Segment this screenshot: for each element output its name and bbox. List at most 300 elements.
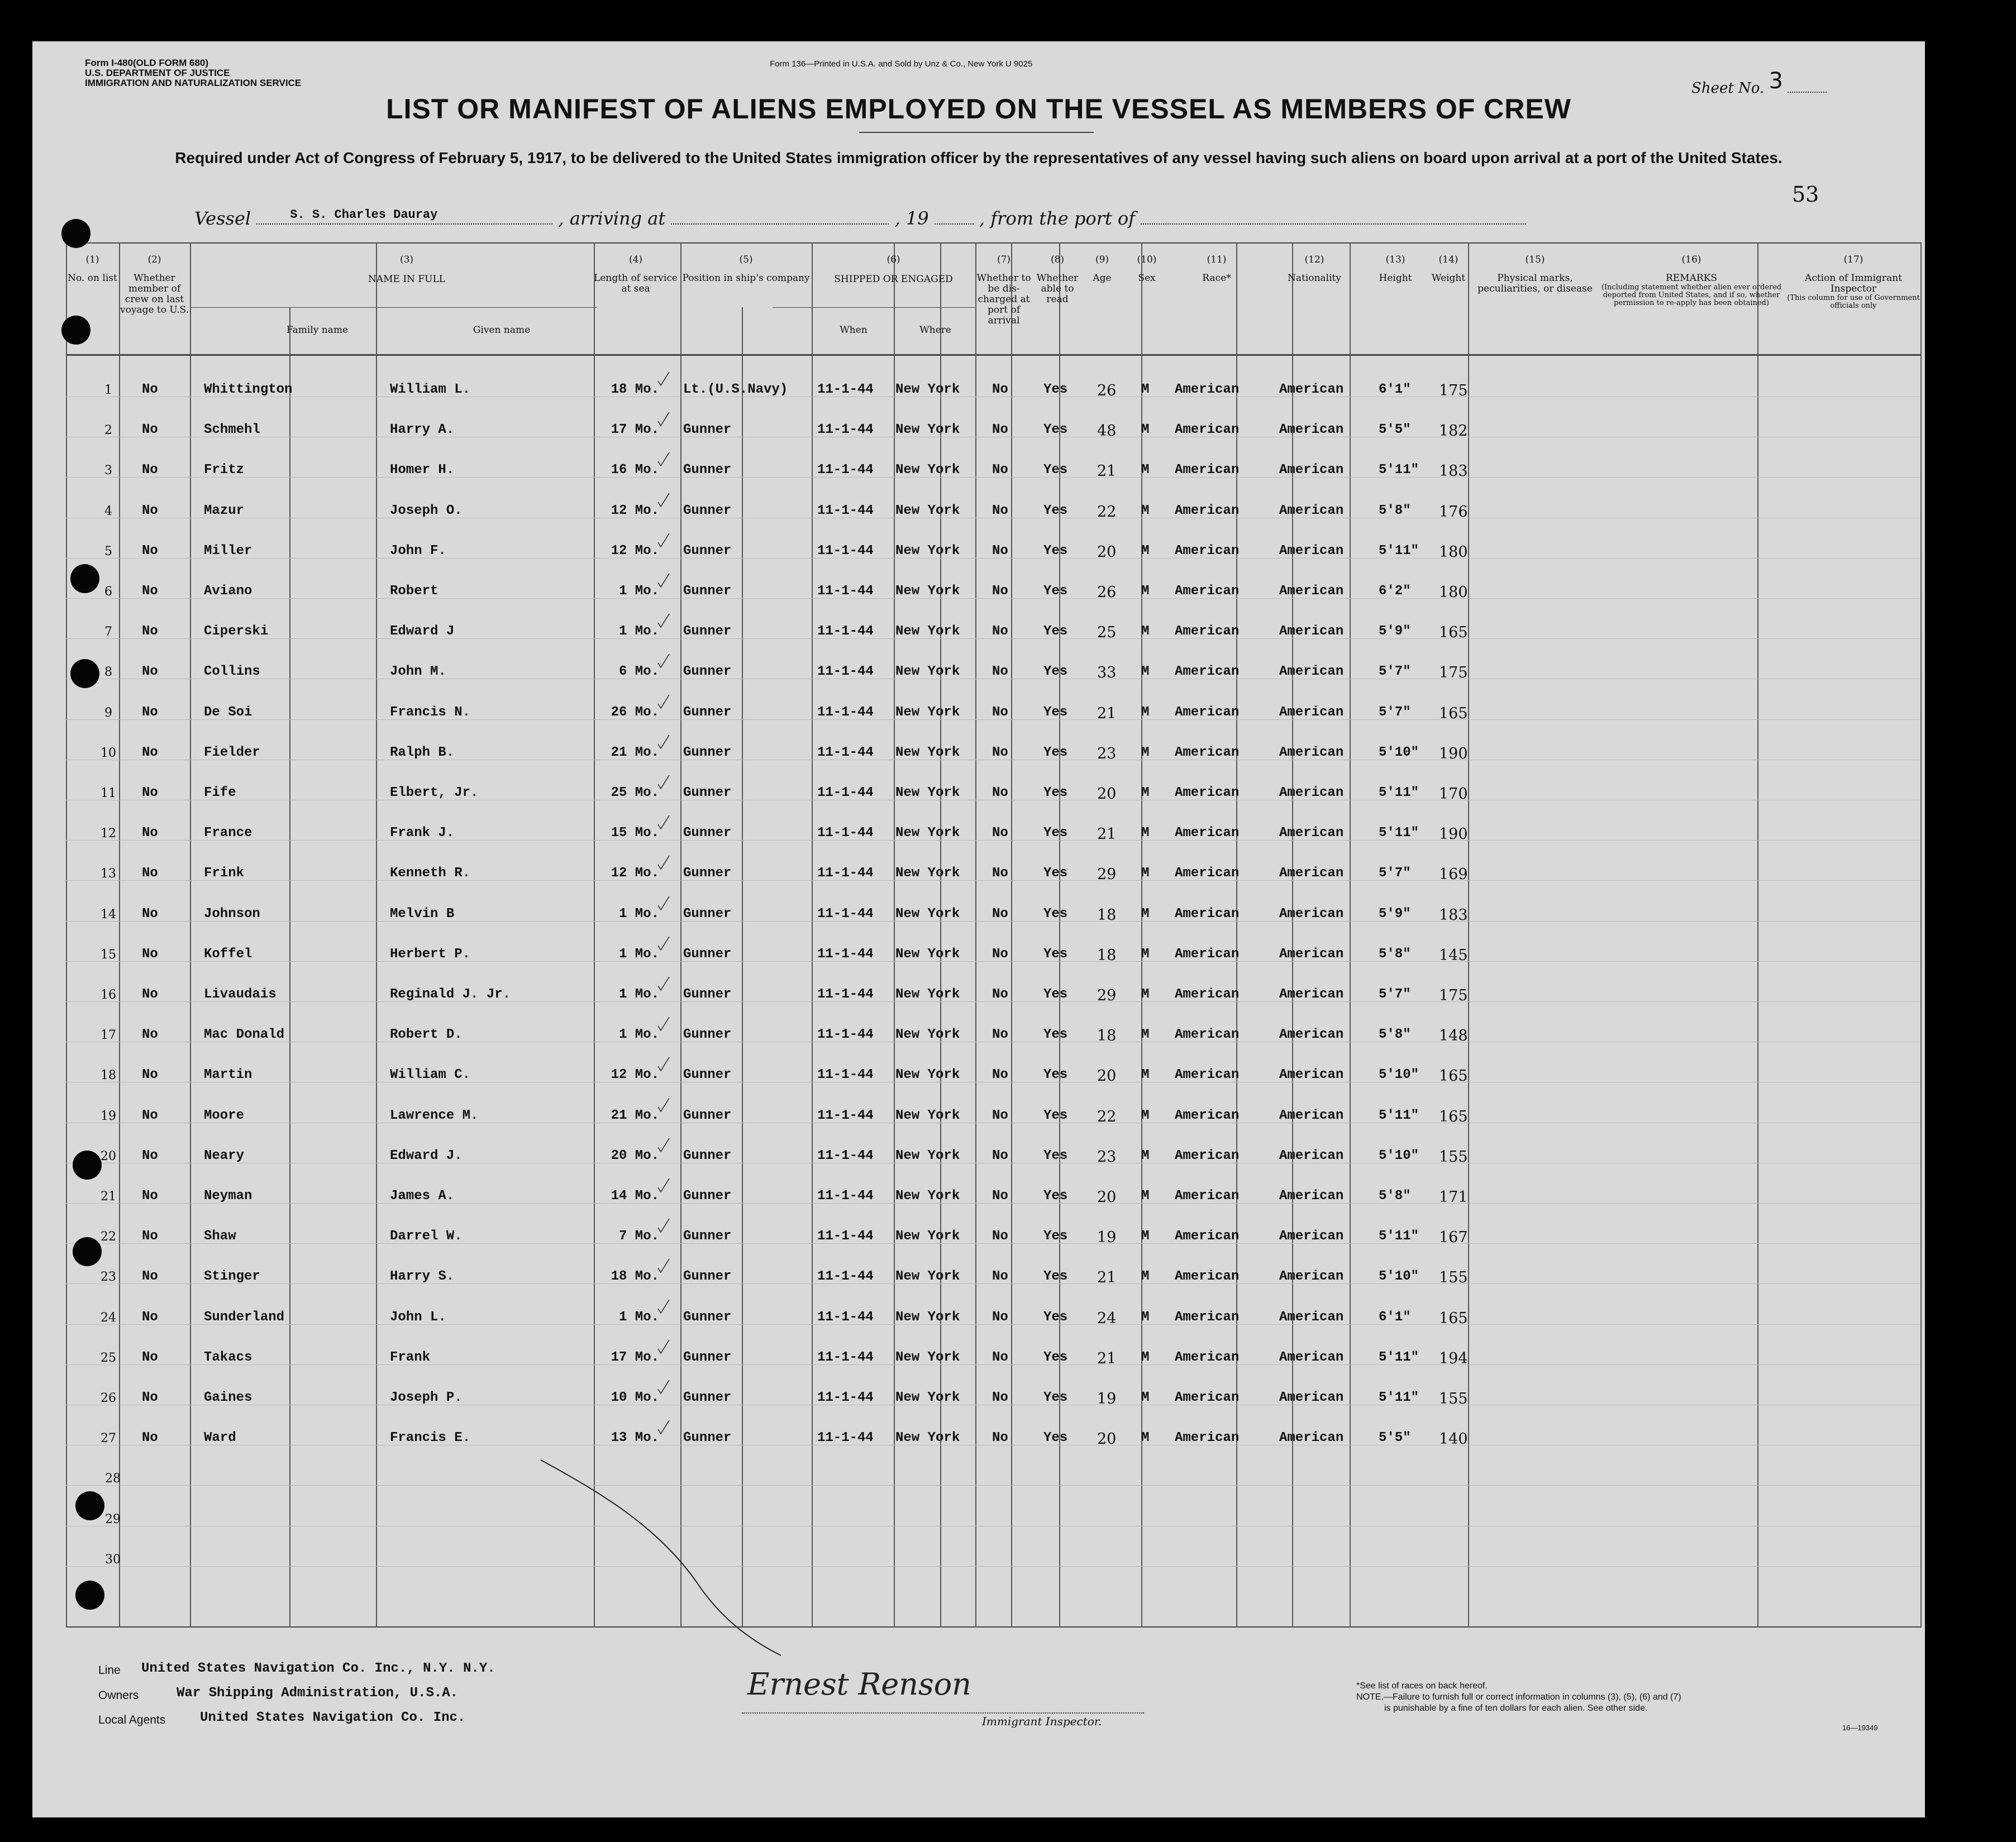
family-name-cell: Ward bbox=[204, 1430, 236, 1446]
owners-value: War Shipping Administration, U.S.A. bbox=[177, 1686, 459, 1701]
col-nationality-number: (12) bbox=[1304, 254, 1324, 265]
previous-voyage-cell: No bbox=[142, 866, 158, 881]
sex-cell: M bbox=[1141, 1108, 1150, 1123]
able-to-read-cell: Yes bbox=[1043, 1229, 1068, 1244]
check-mark-icon bbox=[657, 694, 670, 710]
given-name-cell: Ralph B. bbox=[390, 745, 455, 760]
able-to-read-cell: Yes bbox=[1043, 624, 1068, 640]
age-cell: 20 bbox=[1097, 543, 1117, 561]
height-cell: 6'1" bbox=[1379, 1309, 1411, 1325]
shipped-where-cell: New York bbox=[895, 906, 960, 922]
shipped-when-cell: 11-1-44 bbox=[817, 1349, 874, 1365]
age-cell: 22 bbox=[1097, 1108, 1117, 1125]
printer-line: Form 136—Printed in U.S.A. and Sold by Unz & Co., New York U 9025 bbox=[770, 59, 1033, 69]
previous-voyage-cell: No bbox=[142, 906, 158, 922]
line-label: Line bbox=[98, 1664, 121, 1677]
weight-cell: 183 bbox=[1439, 462, 1468, 480]
height-cell: 5'8" bbox=[1379, 1027, 1411, 1043]
shipped-where-cell: New York bbox=[895, 1269, 960, 1285]
service-length-cell: 17 Mo. bbox=[611, 1349, 659, 1365]
family-name-cell: Whittington bbox=[204, 382, 293, 397]
family-name-cell: Moore bbox=[204, 1108, 245, 1123]
sex-cell: M bbox=[1141, 462, 1150, 478]
service-length-cell: 1 Mo. bbox=[618, 624, 659, 640]
shipped-when-cell: 11-1-44 bbox=[817, 1148, 874, 1163]
service-length-cell: 12 Mo. bbox=[611, 503, 659, 518]
sex-cell: M bbox=[1141, 946, 1150, 962]
position-cell: Gunner bbox=[683, 785, 732, 800]
given-name-cell: Robert D. bbox=[390, 1027, 463, 1043]
nationality-cell: American bbox=[1279, 382, 1344, 397]
race-cell: American bbox=[1175, 422, 1240, 438]
age-cell: 18 bbox=[1097, 1027, 1117, 1045]
sex-cell: M bbox=[1141, 906, 1150, 922]
column-rule bbox=[1141, 242, 1142, 1628]
row-number: 28 bbox=[105, 1472, 121, 1486]
check-mark-icon bbox=[657, 976, 670, 992]
age-cell: 19 bbox=[1097, 1390, 1117, 1407]
previous-voyage-cell: No bbox=[142, 987, 158, 1002]
col-weight-label: Weight bbox=[1431, 273, 1466, 284]
punch-hole bbox=[61, 316, 90, 345]
when-where-rule bbox=[742, 307, 743, 1626]
shipped-when-cell: 11-1-44 bbox=[817, 624, 874, 640]
col-physical-marks-number: (15) bbox=[1525, 254, 1545, 265]
able-to-read-cell: Yes bbox=[1043, 584, 1068, 599]
shipped-where-cell: New York bbox=[895, 987, 960, 1002]
weight-cell: 165 bbox=[1439, 1108, 1468, 1125]
height-cell: 5'11" bbox=[1379, 825, 1419, 841]
shipped-when-cell: 11-1-44 bbox=[817, 1229, 874, 1244]
weight-cell: 176 bbox=[1439, 503, 1468, 521]
col-height-number: (13) bbox=[1385, 254, 1405, 265]
col-name-in-full-label: NAME IN FULL bbox=[368, 274, 446, 285]
height-cell: 5'5" bbox=[1379, 1430, 1411, 1446]
sex-cell: M bbox=[1141, 624, 1150, 640]
height-cell: 5'11" bbox=[1379, 1349, 1419, 1365]
previous-voyage-cell: No bbox=[142, 1309, 158, 1325]
name-subheader-rule bbox=[190, 307, 597, 308]
discharged-cell: No bbox=[992, 624, 1008, 640]
position-cell: Lt.(U.S.Navy) bbox=[683, 382, 788, 397]
service-length-cell: 10 Mo. bbox=[611, 1390, 659, 1405]
race-cell: American bbox=[1175, 624, 1240, 640]
race-cell: American bbox=[1175, 1148, 1240, 1163]
weight-cell: 183 bbox=[1439, 906, 1468, 924]
row-number: 22 bbox=[101, 1230, 116, 1244]
check-mark-icon bbox=[657, 451, 670, 468]
age-cell: 23 bbox=[1097, 745, 1117, 762]
height-cell: 5'11" bbox=[1379, 1108, 1419, 1123]
check-mark-icon bbox=[657, 895, 670, 912]
sex-cell: M bbox=[1141, 1430, 1150, 1446]
able-to-read-cell: Yes bbox=[1043, 866, 1068, 881]
age-cell: 21 bbox=[1097, 1269, 1117, 1287]
row-number: 7 bbox=[104, 625, 112, 640]
header-bottom-rule bbox=[66, 354, 1920, 356]
shipped-when-cell: 11-1-44 bbox=[817, 987, 874, 1002]
age-cell: 25 bbox=[1097, 624, 1117, 642]
column-rule bbox=[812, 242, 813, 1628]
sex-cell: M bbox=[1141, 543, 1150, 559]
able-to-read-cell: Yes bbox=[1043, 825, 1068, 841]
race-cell: American bbox=[1175, 745, 1240, 760]
race-cell: American bbox=[1175, 1309, 1240, 1325]
given-name-cell: William L. bbox=[390, 382, 471, 397]
title-rule bbox=[859, 132, 1094, 133]
row-number: 18 bbox=[101, 1068, 116, 1083]
sex-cell: M bbox=[1141, 1027, 1150, 1043]
department: U.S. DEPARTMENT OF JUSTICE bbox=[85, 68, 230, 78]
col-when: When bbox=[840, 325, 868, 336]
height-cell: 5'7" bbox=[1379, 704, 1411, 720]
sex-cell: M bbox=[1141, 1229, 1150, 1244]
row-number: 6 bbox=[104, 585, 112, 599]
given-name-cell: Joseph O. bbox=[390, 503, 463, 518]
service-length-cell: 12 Mo. bbox=[611, 866, 659, 881]
position-cell: Gunner bbox=[683, 1108, 732, 1123]
weight-cell: 171 bbox=[1439, 1189, 1468, 1206]
name-split-rule bbox=[289, 307, 290, 1626]
family-name-cell: Fielder bbox=[204, 745, 260, 760]
given-name-cell: Darrel W. bbox=[390, 1229, 463, 1244]
discharged-cell: No bbox=[992, 1269, 1008, 1285]
column-rule bbox=[1757, 242, 1758, 1628]
column-rule bbox=[975, 242, 976, 1628]
given-name-cell: William C. bbox=[390, 1067, 471, 1083]
punch-hole bbox=[70, 564, 99, 593]
previous-voyage-cell: No bbox=[142, 624, 158, 640]
able-to-read-cell: Yes bbox=[1043, 1430, 1068, 1446]
row-number: 27 bbox=[101, 1431, 116, 1446]
shipped-where-cell: New York bbox=[895, 745, 960, 760]
service-length-cell: 6 Mo. bbox=[618, 664, 659, 680]
check-mark-icon bbox=[657, 1379, 670, 1396]
position-cell: Gunner bbox=[683, 987, 732, 1002]
column-rule bbox=[1011, 242, 1012, 1628]
sheet-label: Sheet No. bbox=[1691, 80, 1765, 97]
race-cell: American bbox=[1175, 1067, 1240, 1083]
fine-note-1: NOTE.—Failure to furnish full or correct information in columns (3), (5), (6) and (7) bbox=[1356, 1692, 1681, 1702]
age-cell: 20 bbox=[1097, 1067, 1117, 1085]
shipped-where-cell: New York bbox=[895, 664, 960, 680]
discharged-cell: No bbox=[992, 745, 1008, 760]
shipped-when-cell: 11-1-44 bbox=[817, 906, 874, 922]
height-cell: 5'10" bbox=[1379, 1148, 1419, 1163]
height-cell: 5'10" bbox=[1379, 1067, 1419, 1083]
service-length-cell: 7 Mo. bbox=[618, 1229, 659, 1244]
age-cell: 21 bbox=[1097, 1349, 1117, 1367]
void-diagonal-line bbox=[535, 1454, 792, 1661]
able-to-read-cell: Yes bbox=[1043, 543, 1068, 559]
family-name-cell: Fife bbox=[204, 785, 236, 800]
previous-voyage-cell: No bbox=[142, 745, 158, 760]
service-length-cell: 18 Mo. bbox=[611, 1269, 659, 1285]
height-cell: 5'7" bbox=[1379, 866, 1411, 881]
col-remarks-label: REMARKS bbox=[1665, 273, 1718, 284]
weight-cell: 167 bbox=[1439, 1229, 1468, 1247]
sex-cell: M bbox=[1141, 704, 1150, 720]
nationality-cell: American bbox=[1279, 866, 1344, 881]
agents-label: Local Agents bbox=[98, 1714, 166, 1726]
table-top-rule bbox=[66, 242, 1920, 244]
given-name-cell: Francis E. bbox=[390, 1430, 471, 1446]
col-age bbox=[1083, 255, 1122, 284]
position-cell: Gunner bbox=[683, 584, 732, 599]
sheet-value: 3 bbox=[1769, 68, 1783, 94]
service-length-cell: 18 Mo. bbox=[611, 382, 659, 397]
position-cell: Gunner bbox=[683, 825, 732, 841]
nationality-cell: American bbox=[1279, 462, 1344, 478]
race-cell: American bbox=[1175, 825, 1240, 841]
height-cell: 5'11" bbox=[1379, 462, 1419, 478]
age-cell: 20 bbox=[1097, 1430, 1117, 1448]
age-cell: 21 bbox=[1097, 462, 1117, 480]
row-number: 8 bbox=[104, 665, 112, 680]
col-inspector-action-number: (17) bbox=[1843, 254, 1864, 265]
shipped-where-cell: New York bbox=[895, 1229, 960, 1244]
weight-cell: 165 bbox=[1439, 624, 1468, 642]
year-field[interactable] bbox=[935, 210, 974, 225]
sex-cell: M bbox=[1141, 1189, 1150, 1204]
shipped-where-cell: New York bbox=[895, 462, 960, 478]
line-value: United States Navigation Co. Inc., N.Y. N.Y. bbox=[141, 1661, 495, 1676]
vessel-line bbox=[194, 208, 1526, 229]
given-name-cell: John M. bbox=[390, 664, 446, 680]
col-family-name: Family name bbox=[286, 325, 349, 336]
column-rule bbox=[1350, 242, 1351, 1628]
row-number: 10 bbox=[101, 746, 116, 760]
position-cell: Gunner bbox=[683, 543, 732, 559]
given-name-cell: Reginald J. Jr. bbox=[390, 987, 511, 1002]
row-rule bbox=[66, 1566, 1920, 1567]
nationality-cell: American bbox=[1279, 503, 1344, 518]
nationality-cell: American bbox=[1279, 624, 1344, 640]
position-cell: Gunner bbox=[683, 866, 732, 881]
col-weight bbox=[1423, 255, 1474, 284]
race-cell: American bbox=[1175, 462, 1240, 478]
service-length-cell: 21 Mo. bbox=[611, 745, 659, 760]
column-rule bbox=[680, 242, 681, 1628]
service-length-cell: 20 Mo. bbox=[611, 1148, 659, 1163]
col-name-in-full bbox=[222, 255, 591, 285]
height-cell: 5'10" bbox=[1379, 1269, 1419, 1285]
race-cell: American bbox=[1175, 987, 1240, 1002]
discharged-cell: No bbox=[992, 987, 1008, 1002]
family-name-cell: Johnson bbox=[204, 906, 260, 922]
shipped-where-cell: New York bbox=[895, 1148, 960, 1163]
check-mark-icon bbox=[657, 371, 670, 388]
age-cell: 20 bbox=[1097, 1189, 1117, 1206]
given-name-cell: Frank J. bbox=[390, 825, 455, 841]
row-number: 13 bbox=[101, 867, 116, 881]
manifest-sheet bbox=[32, 41, 1925, 1817]
nationality-cell: American bbox=[1279, 1108, 1344, 1123]
able-to-read-cell: Yes bbox=[1043, 382, 1068, 397]
row-number: 25 bbox=[101, 1351, 116, 1365]
col-shipped-engaged-label: SHIPPED OR ENGAGED bbox=[834, 274, 953, 285]
col-nationality bbox=[1261, 255, 1367, 284]
previous-voyage-cell: No bbox=[142, 1148, 158, 1163]
check-mark-icon bbox=[657, 1097, 670, 1114]
family-name-cell: Gaines bbox=[204, 1390, 252, 1405]
previous-voyage-cell: No bbox=[142, 704, 158, 720]
age-cell: 29 bbox=[1097, 987, 1117, 1004]
arriving-field[interactable] bbox=[671, 210, 889, 225]
position-cell: Gunner bbox=[683, 624, 732, 640]
col-shipped-engaged bbox=[812, 255, 975, 285]
column-rule bbox=[594, 242, 595, 1628]
family-name-cell: Miller bbox=[204, 543, 252, 559]
row-number: 11 bbox=[101, 786, 116, 800]
column-rule bbox=[66, 242, 67, 1628]
col-discharged-label: Whether to be dis-charged at port of arrival bbox=[976, 273, 1031, 326]
nationality-cell: American bbox=[1279, 1430, 1344, 1446]
weight-cell: 182 bbox=[1439, 422, 1468, 440]
vessel-name: S. S. Charles Dauray bbox=[290, 208, 438, 222]
race-cell: American bbox=[1175, 866, 1240, 881]
sex-cell: M bbox=[1141, 422, 1150, 438]
punch-hole bbox=[70, 659, 99, 688]
col-read-number: (8) bbox=[1050, 254, 1065, 265]
able-to-read-cell: Yes bbox=[1043, 946, 1068, 962]
shipped-when-cell: 11-1-44 bbox=[817, 866, 874, 881]
service-length-cell: 1 Mo. bbox=[618, 906, 659, 922]
age-cell: 21 bbox=[1097, 825, 1117, 843]
from-port-field[interactable] bbox=[1141, 210, 1526, 225]
col-nationality-label: Nationality bbox=[1288, 273, 1341, 284]
col-position-number: (5) bbox=[739, 254, 753, 265]
family-name-cell: Stinger bbox=[204, 1269, 260, 1285]
position-cell: Gunner bbox=[683, 946, 732, 962]
row-number: 15 bbox=[101, 947, 116, 962]
family-name-cell: Neyman bbox=[204, 1189, 252, 1204]
row-number: 30 bbox=[105, 1552, 121, 1567]
discharged-cell: No bbox=[992, 503, 1008, 518]
nationality-cell: American bbox=[1279, 1309, 1344, 1325]
col-discharged-number: (7) bbox=[997, 254, 1011, 265]
discharged-cell: No bbox=[992, 866, 1008, 881]
height-cell: 5'9" bbox=[1379, 906, 1411, 922]
race-cell: American bbox=[1175, 584, 1240, 599]
family-name-cell: Mazur bbox=[204, 503, 245, 518]
previous-voyage-cell: No bbox=[142, 785, 158, 800]
races-note: *See list of races on back hereof. bbox=[1356, 1681, 1488, 1691]
sex-cell: M bbox=[1141, 584, 1150, 599]
shipped-where-cell: New York bbox=[895, 1108, 960, 1123]
race-cell: American bbox=[1175, 1229, 1240, 1244]
previous-voyage-cell: No bbox=[142, 584, 158, 599]
age-cell: 29 bbox=[1097, 866, 1117, 884]
col-position bbox=[680, 255, 812, 284]
race-cell: American bbox=[1175, 1027, 1240, 1043]
shipped-where-cell: New York bbox=[895, 382, 960, 397]
sex-cell: M bbox=[1141, 664, 1150, 680]
nationality-cell: American bbox=[1279, 1229, 1344, 1244]
shipped-where-cell: New York bbox=[895, 1390, 960, 1405]
weight-cell: 155 bbox=[1439, 1269, 1468, 1287]
col-name-in-full-number: (3) bbox=[399, 254, 414, 265]
sex-cell: M bbox=[1141, 745, 1150, 760]
nationality-cell: American bbox=[1279, 1189, 1344, 1204]
able-to-read-cell: Yes bbox=[1043, 1108, 1068, 1123]
height-cell: 5'11" bbox=[1379, 543, 1419, 559]
arriving-label: , arriving at bbox=[558, 208, 666, 229]
shipped-when-cell: 11-1-44 bbox=[817, 1430, 874, 1446]
able-to-read-cell: Yes bbox=[1043, 1067, 1068, 1083]
previous-voyage-cell: No bbox=[142, 503, 158, 518]
service-length-cell: 16 Mo. bbox=[611, 462, 659, 478]
given-name-cell: Kenneth R. bbox=[390, 866, 471, 881]
race-cell: American bbox=[1175, 946, 1240, 962]
sex-cell: M bbox=[1141, 866, 1150, 881]
punch-hole bbox=[75, 1581, 104, 1610]
sex-cell: M bbox=[1141, 987, 1150, 1002]
col-list-number-label: No. on list bbox=[68, 273, 117, 284]
vessel-field[interactable] bbox=[256, 210, 552, 225]
service-length-cell: 12 Mo. bbox=[611, 543, 659, 559]
previous-voyage-cell: No bbox=[142, 1229, 158, 1244]
shipped-where-cell: New York bbox=[895, 704, 960, 720]
able-to-read-cell: Yes bbox=[1043, 664, 1068, 680]
column-rule bbox=[376, 242, 377, 1628]
row-number: 12 bbox=[101, 827, 116, 841]
from-port-label: , from the port of bbox=[979, 208, 1136, 229]
check-mark-icon bbox=[657, 613, 670, 629]
discharged-cell: No bbox=[992, 1108, 1008, 1123]
sex-cell: M bbox=[1141, 785, 1150, 800]
service-length-cell: 1 Mo. bbox=[618, 584, 659, 599]
check-mark-icon bbox=[657, 814, 670, 831]
col-given-name: Given name bbox=[473, 325, 531, 336]
height-cell: 5'8" bbox=[1379, 946, 1411, 962]
shipped-where-cell: New York bbox=[895, 785, 960, 800]
service-length-cell: 12 Mo. bbox=[611, 1067, 659, 1083]
weight-cell: 140 bbox=[1439, 1430, 1468, 1448]
position-cell: Gunner bbox=[683, 906, 732, 922]
position-cell: Gunner bbox=[683, 1067, 732, 1083]
table-bottom-rule bbox=[66, 1626, 1920, 1628]
shipped-when-cell: 11-1-44 bbox=[817, 1309, 874, 1325]
col-race bbox=[1172, 255, 1261, 284]
nationality-cell: American bbox=[1279, 1349, 1344, 1365]
shipped-when-cell: 11-1-44 bbox=[817, 1067, 874, 1083]
able-to-read-cell: Yes bbox=[1043, 1148, 1068, 1163]
age-cell: 26 bbox=[1097, 382, 1117, 399]
discharged-cell: No bbox=[992, 785, 1008, 800]
able-to-read-cell: Yes bbox=[1043, 704, 1068, 720]
col-previous-voyage bbox=[119, 255, 190, 316]
sex-cell: M bbox=[1141, 825, 1150, 841]
shipped-when-cell: 11-1-44 bbox=[817, 462, 874, 478]
previous-voyage-cell: No bbox=[142, 825, 158, 841]
able-to-read-cell: Yes bbox=[1043, 1309, 1068, 1325]
discharged-cell: No bbox=[992, 1229, 1008, 1244]
shipped-when-cell: 11-1-44 bbox=[817, 503, 874, 518]
punch-hole bbox=[73, 1151, 102, 1180]
row-number: 9 bbox=[104, 705, 112, 720]
col-shipped-engaged-number: (6) bbox=[887, 254, 900, 265]
col-inspector-action bbox=[1786, 255, 1920, 310]
height-cell: 6'2" bbox=[1379, 584, 1411, 599]
given-name-cell: Joseph P. bbox=[390, 1390, 463, 1405]
position-cell: Gunner bbox=[683, 1229, 732, 1244]
col-read bbox=[1032, 255, 1083, 305]
shipped-where-cell: New York bbox=[895, 1067, 960, 1083]
age-cell: 22 bbox=[1097, 503, 1117, 521]
col-remarks bbox=[1596, 255, 1786, 307]
height-cell: 5'7" bbox=[1379, 664, 1411, 680]
